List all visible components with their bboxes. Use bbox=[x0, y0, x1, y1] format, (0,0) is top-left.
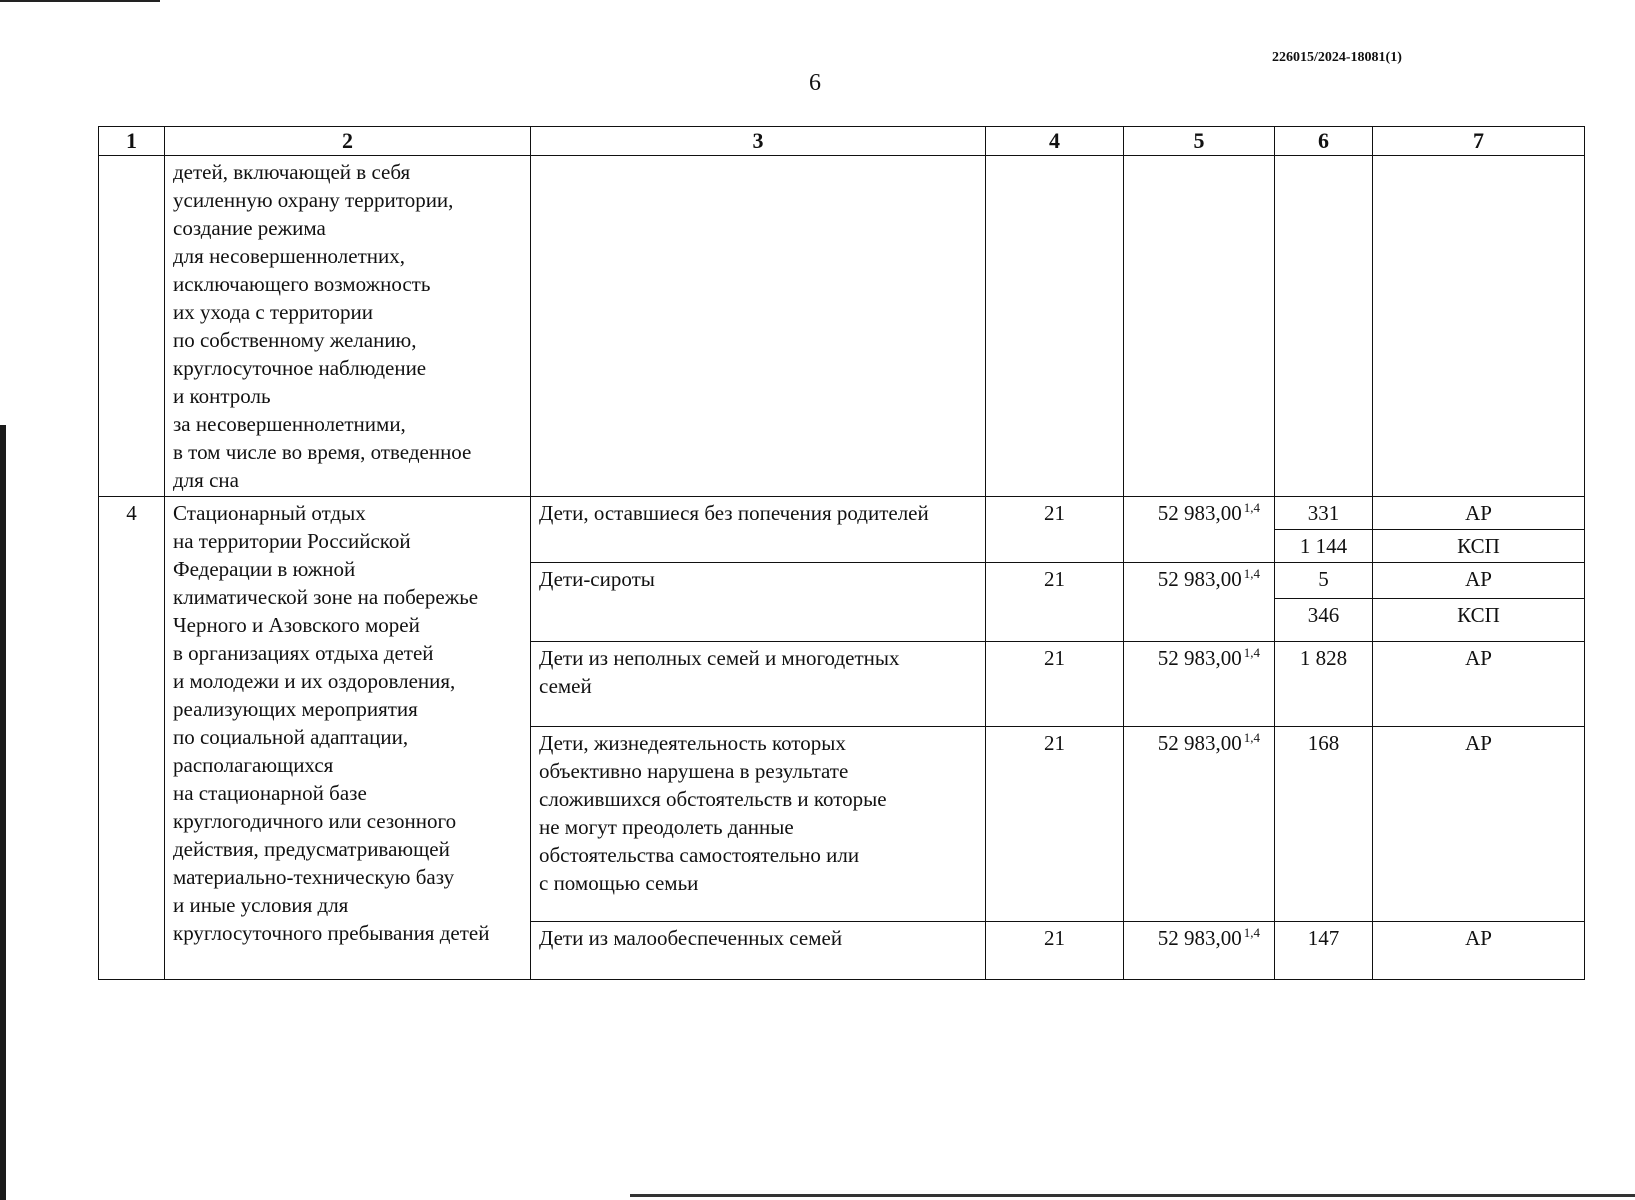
days-cell: 21 bbox=[986, 497, 1124, 563]
price-value: 52 983,00 bbox=[1157, 501, 1242, 525]
quantity-cell bbox=[1275, 156, 1373, 497]
quantity-cell: 5 bbox=[1275, 563, 1373, 599]
header-cell: 2 bbox=[165, 127, 531, 156]
source-cell: АР bbox=[1373, 727, 1585, 922]
services-table bbox=[98, 126, 1585, 980]
price-footnote: 1,4 bbox=[1243, 500, 1260, 515]
source-cell: АР bbox=[1373, 922, 1585, 980]
quantity-cell: 331 bbox=[1275, 497, 1373, 530]
quantity-cell: 1 828 bbox=[1275, 642, 1373, 727]
days-cell: 21 bbox=[986, 642, 1124, 727]
price-cell bbox=[1124, 563, 1275, 642]
scan-edge-top bbox=[0, 0, 160, 2]
header-cell: 5 bbox=[1124, 127, 1275, 156]
category-cell: Дети из неполных семей и многодетных семей bbox=[531, 642, 986, 727]
category-cell: Дети из малообеспеченных семей bbox=[531, 922, 986, 980]
days-cell bbox=[986, 156, 1124, 497]
quantity-cell: 147 bbox=[1275, 922, 1373, 980]
category-cell bbox=[531, 156, 986, 497]
scan-edge-bottom bbox=[630, 1194, 1635, 1197]
price-footnote: 1,4 bbox=[1243, 566, 1260, 581]
source-cell: КСП bbox=[1373, 530, 1585, 563]
price-footnote: 1,4 bbox=[1243, 730, 1260, 745]
service-description-cell: детей, включающей в себя усиленную охрану территории, создание режима для несовершеннолетних, исключающего возможность их ухода с территории по собственному желанию, круглосуточное наблюдение и контроль за несовершеннолетними, в том числе во время, отведенное для сна bbox=[165, 156, 531, 497]
header-cell: 3 bbox=[531, 127, 986, 156]
category-cell: Дети, оставшиеся без попечения родителей bbox=[531, 497, 986, 563]
service-description-cell: Стационарный отдых на территории Российской Федерации в южной климатической зоне на побережье Черного и Азовского морей в организациях отдыха детей и молодежи и их оздоровления, реализующих мероприятия по социальной адаптации, располагающихся на стационарной базе круглогодичного или сезонного действия, предусматривающей материально-техническую базу и иные условия для круглосуточного пребывания детей bbox=[165, 497, 531, 980]
price-cell bbox=[1124, 727, 1275, 922]
source-cell: АР bbox=[1373, 497, 1585, 530]
source-cell bbox=[1373, 156, 1585, 497]
price-footnote: 1,4 bbox=[1243, 925, 1260, 940]
price-value: 52 983,00 bbox=[1157, 567, 1242, 591]
document-id: 226015/2024-18081(1) bbox=[1272, 50, 1402, 65]
source-cell: АР bbox=[1373, 642, 1585, 727]
row-number-cell bbox=[99, 156, 165, 497]
days-cell: 21 bbox=[986, 727, 1124, 922]
table-header-row bbox=[99, 127, 1585, 156]
price-value: 52 983,00 bbox=[1157, 926, 1242, 950]
price-value: 52 983,00 bbox=[1157, 731, 1242, 755]
price-cell bbox=[1124, 922, 1275, 980]
table-row-continuation bbox=[99, 156, 1585, 497]
quantity-cell: 1 144 bbox=[1275, 530, 1373, 563]
scan-edge-left bbox=[0, 425, 6, 1200]
row-number-cell: 4 bbox=[99, 497, 165, 980]
source-cell: АР bbox=[1373, 563, 1585, 599]
price-footnote: 1,4 bbox=[1243, 645, 1260, 660]
quantity-cell: 168 bbox=[1275, 727, 1373, 922]
page-number: 6 bbox=[809, 70, 821, 96]
price-cell bbox=[1124, 156, 1275, 497]
price-cell bbox=[1124, 497, 1275, 563]
table-row bbox=[99, 497, 1585, 530]
price-value: 52 983,00 bbox=[1157, 646, 1242, 670]
source-cell: КСП bbox=[1373, 599, 1585, 642]
header-cell: 6 bbox=[1275, 127, 1373, 156]
category-cell: Дети-сироты bbox=[531, 563, 986, 642]
days-cell: 21 bbox=[986, 563, 1124, 642]
quantity-cell: 346 bbox=[1275, 599, 1373, 642]
header-cell: 1 bbox=[99, 127, 165, 156]
category-cell: Дети, жизнедеятельность которых объективно нарушена в результате сложившихся обстоятельств и которые не могут преодолеть данные обстоятельства самостоятельно или с помощью семьи bbox=[531, 727, 986, 922]
header-cell: 4 bbox=[986, 127, 1124, 156]
days-cell: 21 bbox=[986, 922, 1124, 980]
header-cell: 7 bbox=[1373, 127, 1585, 156]
price-cell bbox=[1124, 642, 1275, 727]
